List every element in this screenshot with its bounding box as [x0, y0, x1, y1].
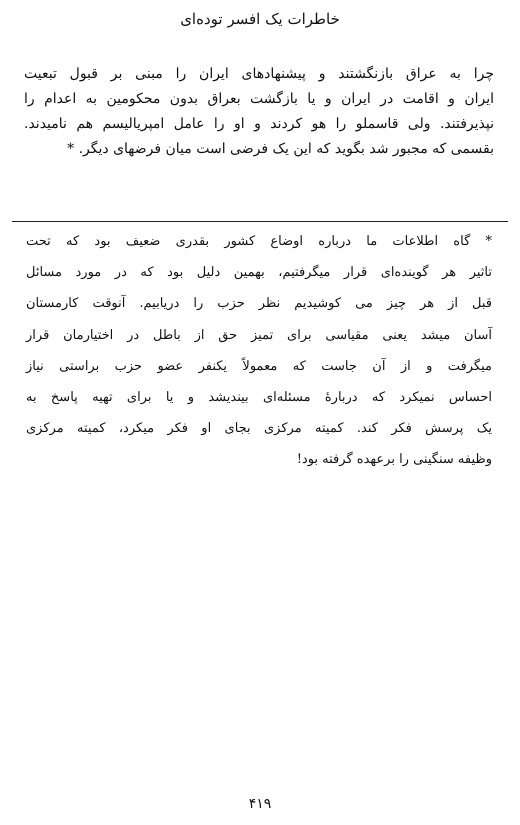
page-number: ۴۱۹	[248, 796, 272, 812]
body-text	[24, 62, 494, 162]
footnote-line: تاثیر هر گوینده‌ای قرار میگرفتیم، بهمین دلیل بود که در مورد مسائل	[26, 265, 492, 281]
footnote-line: میگرفت و از آن جاست که معمولاً یکنفر عضو حزب براستی نیاز	[26, 358, 492, 374]
body-line: نپذیرفتند. ولی قاسملو را هو کردند و او را عامل امپریالیسم هم نامیدند.	[24, 116, 494, 132]
footnote-line: یک پرسش فکر کند. کمیته مرکزی بجای او فکر میکرد، کمیته مرکزی	[26, 421, 492, 437]
body-line: بقسمی که مجبور شد بگوید که این یک فرضی است میان فرضهای دیگر. *	[67, 141, 494, 157]
body-line: چرا به عراق بازنگشتند و پیشنهادهای ایران را مبنی بر قبول تبعیت	[24, 66, 494, 82]
footnote-line: وظیفه سنگینی را برعهده گرفته بود!	[296, 452, 492, 468]
footnote-line: آسان میشد یعنی مقیاسی برای تمیز حق از باطل در اختیارمان قرار	[26, 327, 492, 343]
footnote-divider	[12, 221, 508, 222]
footnote-line: احساس نمیکرد که دربارهٔ مسئله‌ای بیندیشد و یا برای تهیه پاسخ به	[26, 389, 492, 405]
body-line: ایران و اقامت در ایران و یا بازگشت بعراق بدون محکومین به اعدام را	[24, 91, 494, 107]
footnote-line: * گاه اطلاعات ما درباره اوضاع کشور بقدری ضعیف بود که تحت	[26, 234, 492, 249]
running-head: خاطرات یک افسر توده‌ای	[180, 10, 340, 28]
footnote-line: قبل از هر چیز می کوشیدیم نظر حزب را دریابیم. آنوقت کارمستان	[26, 296, 492, 312]
footnote	[26, 226, 492, 476]
